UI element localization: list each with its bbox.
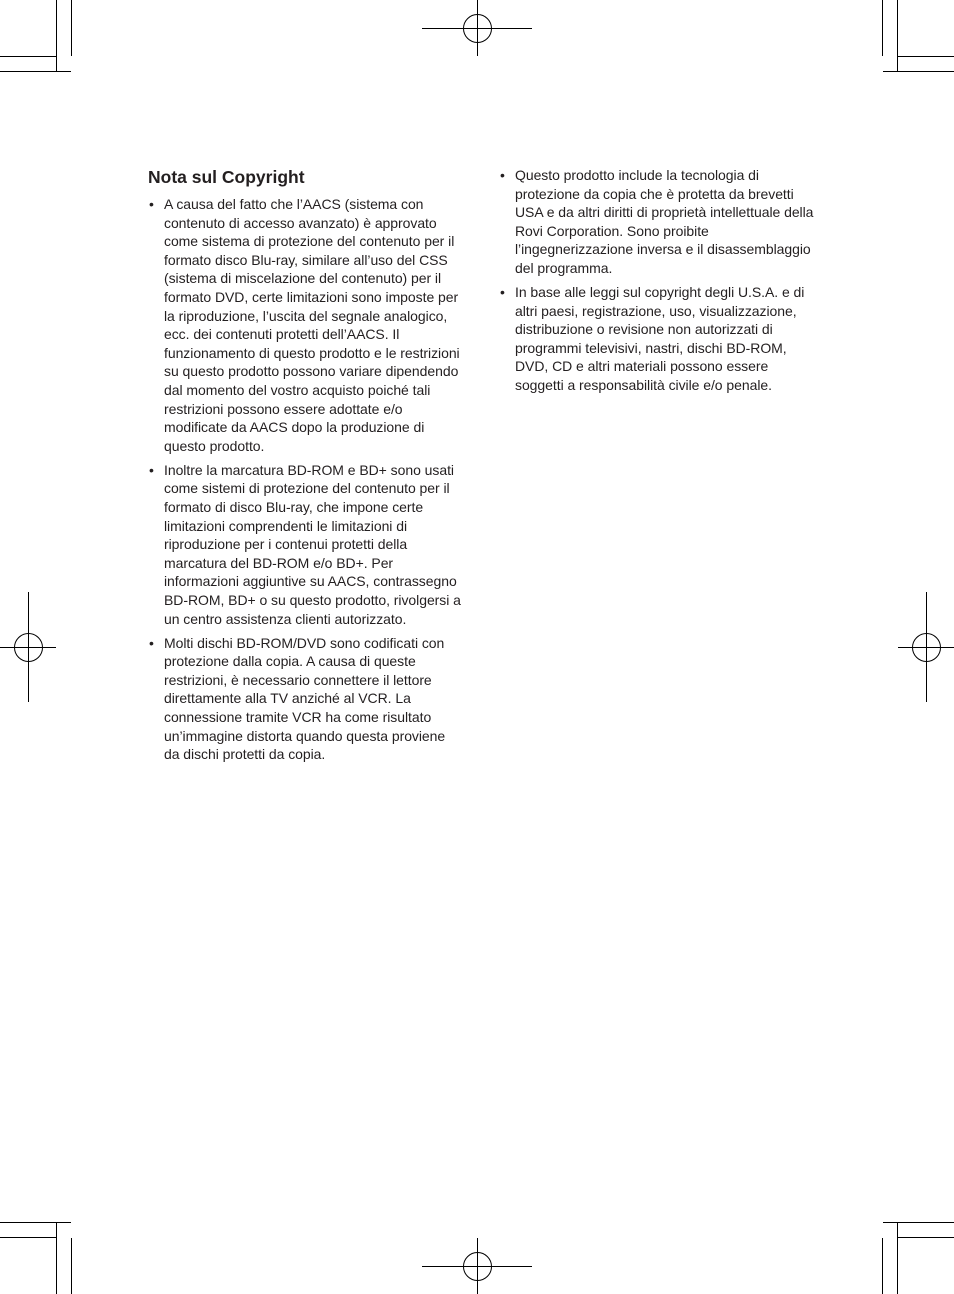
crop-mark-top-left [0,0,72,72]
list-item [148,634,464,764]
right-column [499,166,819,400]
section-title: Nota sul Copyright [148,167,305,187]
list-item [499,283,819,395]
crop-mark-bottom-left [0,1223,72,1294]
registration-mark-right [898,592,954,702]
list-item [148,195,464,455]
list-item-text: Inoltre la marcatura BD-ROM e BD+ sono usati come sistemi di protezione del contenuto per il formato di disco Blu-ray, che impone certe limitazioni comprendenti le limitazioni di riproduzione per i contenui protetti della marcatura del BD-ROM e/o BD+. Per informazioni aggiuntive su AACS, contrassegno BD-ROM, BD+ o su questo prodotto, rivolgersi a un centro assistenza clienti autorizzato. [164,461,461,627]
bullet-list-right [499,166,819,395]
registration-mark-top [422,0,532,56]
list-item [499,166,819,278]
bullet-icon: • [149,634,154,651]
list-item-text: A causa del fatto che l’AACS (sistema con contenuto di accesso avanzato) è approvato come sistema di protezione del contenuto per il formato disco Blu-ray, similare all’uso del CSS (sistema di miscelazione del contenuto) per il formato DVD, certe limitazioni sono imposte per la riproduzione, l’uscita del segnale analogico, ecc. dei contenuti protetti dell’AACS. Il funzionamento di questo prodotto e le restrizioni su questo prodotto possono variare dipendendo dal momento del vostro acquisto poiché tali restrizioni possono essere adottate e/o modificate da AACS dopo la produzione di questo prodotto. [164,196,460,454]
bullet-icon: • [149,196,154,212]
bullet-list-left [148,195,464,764]
list-item-text: In base alle leggi sul copyright degli U.S.A. e di altri paesi, registrazione, uso, visualizzazione, distribuzione o revisione non autorizzati di programmi televisivi, nastri, dischi BD-ROM, DVD, CD e altri materiali possono essere soggetti a responsabilità civile e/o penale. [515,284,805,394]
list-item-text: Questo prodotto include la tecnologia di protezione da copia che è protetta da brevetti USA e da altri diritti di proprietà intellettuale della Rovi Corporation. Sono proibite l’ingegnerizzazione inversa e il disassemblaggio del programma. [515,167,814,276]
list-item [148,461,464,628]
bullet-icon: • [500,167,505,183]
registration-mark-bottom [422,1238,532,1294]
registration-mark-left [0,592,56,702]
left-column [148,166,464,769]
crop-mark-bottom-right [883,1223,954,1294]
bullet-icon: • [149,461,154,478]
bullet-icon: • [500,284,505,301]
crop-mark-top-right [883,0,954,72]
list-item-text: Molti dischi BD-ROM/DVD sono codificati con protezione dalla copia. A causa di queste restrizioni, è necessario connettere il lettore direttamente alla TV anziché al VCR. La connessione tramite VCR ha come risultato un’immagine distorta quando questa proviene da dischi protetti da copia. [164,634,446,763]
